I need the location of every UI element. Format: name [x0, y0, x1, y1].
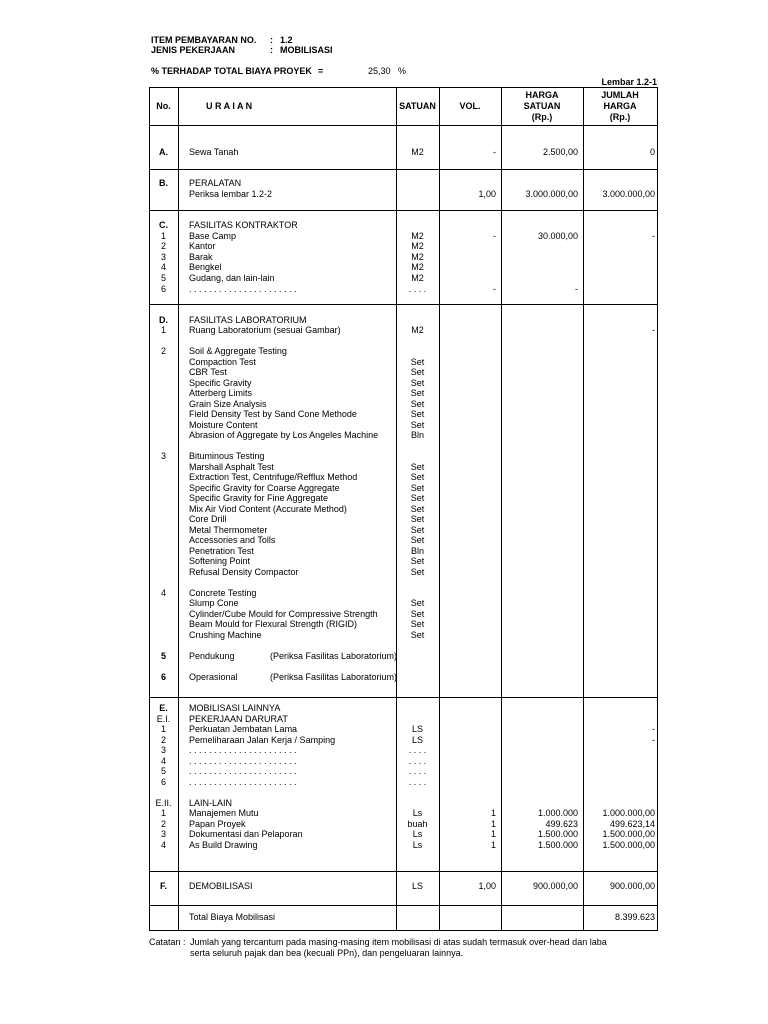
cell-no: 4 [160, 840, 166, 850]
section-divider [149, 697, 658, 698]
cell-satuan: Set [410, 388, 425, 398]
cell-uraian: Gudang, dan lain-lain [189, 273, 275, 283]
cell-note: (Periksa Fasilitas Laboratorium) [270, 651, 398, 661]
catatan-line-2: serta seluruh pajak dan bea (kecuali PPn), dan pengeluaran lainnya. [190, 948, 464, 958]
cell-uraian: Beam Mould for Flexural Strength (RIGID) [189, 619, 358, 629]
cell-uraian: Pemeliharaan Jalan Kerja / Samping [189, 735, 336, 745]
cell-satuan: LS [411, 735, 423, 745]
cell-no: D. [159, 315, 168, 325]
cell-harga: 900.000,00 [532, 881, 578, 891]
cell-no: E.II. [155, 798, 172, 808]
cell-uraian: Perkuatan Jembatan Lama [189, 724, 298, 734]
cell-no: 1 [160, 724, 166, 734]
cell-uraian: Metal Thermometer [189, 525, 268, 535]
header-harga-line2: SATUAN [523, 101, 561, 111]
cell-uraian: Abrasion of Aggregate by Los Angeles Machine [189, 430, 379, 440]
cell-uraian: Bituminous Testing [189, 451, 265, 461]
cell-jumlah: 1.500.000,00 [602, 829, 655, 839]
persen-total-separator: = [318, 66, 324, 76]
cell-uraian: Periksa lembar 1.2-2 [189, 189, 273, 199]
cell-harga: 499.623 [545, 819, 578, 829]
cell-uraian: Field Density Test by Sand Cone Methode [189, 409, 357, 419]
cell-no: 6 [160, 777, 166, 787]
catatan-line-1: Jumlah yang tercantum pada masing-masing item mobilisasi di atas sudah termasuk over-head dan laba [190, 937, 607, 947]
cell-no: 3 [160, 829, 166, 839]
header-jumlah-line2: HARGA [603, 101, 637, 111]
item-pembayaran-label: ITEM PEMBAYARAN NO. [151, 35, 257, 45]
cell-jumlah: 1.500.000,00 [602, 840, 655, 850]
cell-uraian: Accessories and Tolls [189, 535, 276, 545]
cell-satuan: Set [410, 472, 425, 482]
cell-uraian: FASILITAS LABORATORIUM [189, 315, 307, 325]
section-divider [149, 304, 658, 305]
cell-uraian: PEKERJAAN DARURAT [189, 714, 288, 724]
cell-uraian: Moisture Content [189, 420, 258, 430]
cell-jumlah: - [652, 735, 655, 745]
cell-vol: 1 [490, 840, 496, 850]
header-no: No. [156, 101, 171, 111]
cell-satuan: Set [410, 420, 425, 430]
cell-uraian: Operasional [189, 672, 238, 682]
cell-satuan: Set [410, 493, 425, 503]
item-pembayaran-value: 1.2 [280, 35, 293, 45]
cell-jumlah: - [652, 231, 655, 241]
cell-uraian: Slump Cone [189, 598, 239, 608]
cell-satuan: Set [410, 525, 425, 535]
cell-jumlah: 3.000.000,00 [602, 189, 655, 199]
cell-jumlah: 900.000,00 [609, 881, 655, 891]
cell-uraian: Crushing Machine [189, 630, 262, 640]
cell-uraian: CBR Test [189, 367, 227, 377]
cell-uraian: . . . . . . . . . . . . . . . . . . . . . . [189, 745, 297, 755]
cell-uraian: Papan Proyek [189, 819, 246, 829]
cell-no: B. [159, 178, 168, 188]
cell-satuan: M2 [411, 262, 424, 272]
cell-no: 1 [160, 325, 166, 335]
cell-no: 4 [160, 756, 166, 766]
cell-uraian: Mix Air Viod Content (Accurate Method) [189, 504, 347, 514]
cell-uraian: Base Camp [189, 231, 237, 241]
cell-harga: 1.000.000 [537, 808, 578, 818]
header-jumlah-line3: (Rp.) [609, 112, 631, 122]
cell-harga: 1.500.000 [537, 829, 578, 839]
cell-no: 6 [160, 284, 166, 294]
cell-vol: - [493, 147, 496, 157]
cell-harga: 1.500.000 [537, 840, 578, 850]
cell-satuan: Set [410, 357, 425, 367]
cell-satuan: Set [410, 535, 425, 545]
cell-satuan: Set [410, 399, 425, 409]
cell-uraian: Sewa Tanah [189, 147, 239, 157]
cell-vol: 1,00 [478, 189, 496, 199]
cell-vol: 1,00 [478, 881, 496, 891]
header-satuan: SATUAN [399, 101, 436, 111]
cell-uraian: Soil & Aggregate Testing [189, 346, 287, 356]
cell-vol: - [493, 231, 496, 241]
cell-no: 5 [160, 273, 166, 283]
cell-no: 5 [160, 651, 166, 661]
cell-no: 4 [160, 588, 166, 598]
cell-uraian: Penetration Test [189, 546, 254, 556]
cell-satuan: LS [411, 881, 423, 891]
cell-satuan: . . . . [408, 745, 427, 755]
persen-total-value: 25,30 [368, 66, 391, 76]
cell-uraian: Specific Gravity for Coarse Aggregate [189, 483, 340, 493]
cell-satuan: . . . . [408, 766, 427, 776]
cell-satuan: Set [410, 598, 425, 608]
table-right-border [657, 87, 658, 931]
cell-satuan: Set [410, 367, 425, 377]
cell-uraian: LAIN-LAIN [189, 798, 233, 808]
cell-jumlah: 499.623,14 [609, 819, 655, 829]
cell-uraian: MOBILISASI LAINNYA [189, 703, 281, 713]
cell-uraian: Marshall Asphalt Test [189, 462, 274, 472]
jenis-pekerjaan-label: JENIS PEKERJAAN [151, 45, 236, 55]
cell-satuan: Bln [410, 546, 424, 556]
persen-total-unit: % [398, 66, 407, 76]
cell-satuan: Set [410, 378, 425, 388]
cell-satuan: Set [410, 462, 425, 472]
cell-satuan: Set [410, 567, 425, 577]
section-divider [149, 210, 658, 211]
table-top-border [149, 87, 658, 88]
cell-no: 2 [160, 735, 166, 745]
cell-vol: 1 [490, 808, 496, 818]
cell-no: 1 [160, 808, 166, 818]
cell-satuan: LS [411, 724, 423, 734]
section-divider [149, 905, 658, 906]
cell-no: C. [159, 220, 168, 230]
cell-no: 3 [160, 252, 166, 262]
cell-uraian: Refusal Density Compactor [189, 567, 299, 577]
col-divider-vol [501, 87, 502, 931]
cell-uraian: Compaction Test [189, 357, 256, 367]
cell-uraian: Concrete Testing [189, 588, 257, 598]
cell-satuan: . . . . [408, 777, 427, 787]
cell-harga: 3.000.000,00 [525, 189, 578, 199]
header-vol: VOL. [459, 101, 481, 111]
persen-total-label: % TERHADAP TOTAL BIAYA PROYEK [151, 66, 312, 76]
cell-jumlah: - [652, 325, 655, 335]
section-divider [149, 169, 658, 170]
cell-no: F. [159, 881, 167, 891]
cell-uraian: Total Biaya Mobilisasi [189, 912, 276, 922]
cell-satuan: Ls [412, 808, 423, 818]
header-jumlah-line1: JUMLAH [601, 90, 639, 100]
cell-satuan: Set [410, 609, 425, 619]
cell-note: (Periksa Fasilitas Laboratorium) [270, 672, 398, 682]
cell-satuan: . . . . [408, 756, 427, 766]
cell-uraian: FASILITAS KONTRAKTOR [189, 220, 298, 230]
cell-uraian: Grain Size Analysis [189, 399, 267, 409]
cell-uraian: Ruang Laboratorium (sesuai Gambar) [189, 325, 341, 335]
cell-uraian: Cylinder/Cube Mould for Compressive Strength [189, 609, 378, 619]
cell-satuan: Set [410, 619, 425, 629]
cell-uraian: Manajemen Mutu [189, 808, 259, 818]
cell-uraian: . . . . . . . . . . . . . . . . . . . . . . [189, 284, 297, 294]
table-bottom-border [149, 930, 658, 931]
cell-uraian: Barak [189, 252, 213, 262]
cell-no: 2 [160, 819, 166, 829]
cell-harga: - [575, 284, 578, 294]
cell-uraian: . . . . . . . . . . . . . . . . . . . . . . [189, 766, 297, 776]
cell-no: 2 [160, 241, 166, 251]
cell-uraian: Specific Gravity [189, 378, 252, 388]
item-pembayaran-separator: : [270, 35, 273, 45]
cell-uraian: Bengkel [189, 262, 222, 272]
cell-no: A. [159, 147, 168, 157]
cell-no: E. [159, 703, 168, 713]
cell-uraian: PERALATAN [189, 178, 242, 188]
cell-no: 5 [160, 766, 166, 776]
col-divider-harga [583, 87, 584, 931]
header-uraian: U R A I A N [206, 101, 253, 111]
cell-uraian: DEMOBILISASI [189, 881, 253, 891]
cell-no: 6 [160, 672, 166, 682]
cell-satuan: M2 [411, 241, 424, 251]
cell-uraian: . . . . . . . . . . . . . . . . . . . . . . [189, 756, 297, 766]
cell-satuan: Set [410, 409, 425, 419]
cell-satuan: M2 [411, 231, 424, 241]
cell-satuan: M2 [411, 252, 424, 262]
cell-no: 1 [160, 231, 166, 241]
cell-satuan: Set [410, 504, 425, 514]
cell-satuan: Ls [412, 840, 423, 850]
cell-satuan: Set [410, 514, 425, 524]
cell-satuan: Set [410, 630, 425, 640]
cell-uraian: As Build Drawing [189, 840, 258, 850]
cell-no: 2 [160, 346, 166, 356]
cell-no: 3 [160, 745, 166, 755]
jenis-pekerjaan-value: MOBILISASI [280, 45, 333, 55]
cell-satuan: . . . . [408, 284, 427, 294]
lembar-label: Lembar 1.2-1 [601, 77, 657, 87]
cell-no: E.I. [156, 714, 171, 724]
cell-jumlah: 1.000.000,00 [602, 808, 655, 818]
cell-vol: 1 [490, 829, 496, 839]
cell-vol: 1 [490, 819, 496, 829]
col-divider-no [178, 87, 179, 931]
header-harga-line1: HARGA [525, 90, 559, 100]
cell-satuan: buah [407, 819, 428, 829]
section-divider [149, 871, 658, 872]
cell-uraian: Dokumentasi dan Pelaporan [189, 829, 303, 839]
cell-satuan: Ls [412, 829, 423, 839]
cell-satuan: Bln [410, 430, 424, 440]
cell-uraian: Atterberg Limits [189, 388, 253, 398]
cell-jumlah: - [652, 724, 655, 734]
cell-uraian: Pendukung [189, 651, 235, 661]
cell-no: 3 [160, 451, 166, 461]
cell-satuan: M2 [411, 273, 424, 283]
cell-satuan: M2 [411, 147, 424, 157]
cell-uraian: Softening Point [189, 556, 251, 566]
table-header-border [149, 125, 658, 126]
cell-uraian: Extraction Test, Centrifuge/Refflux Method [189, 472, 358, 482]
catatan-label: Catatan : [149, 937, 186, 947]
cell-satuan: Set [410, 556, 425, 566]
cell-no: 4 [160, 262, 166, 272]
cell-uraian: . . . . . . . . . . . . . . . . . . . . . . [189, 777, 297, 787]
cell-harga: 2.500,00 [542, 147, 578, 157]
cell-jumlah: 0 [649, 147, 655, 157]
cell-uraian: Kantor [189, 241, 216, 251]
col-divider-satuan [439, 87, 440, 931]
jenis-pekerjaan-separator: : [270, 45, 273, 55]
cell-jumlah: 8.399.623 [614, 912, 655, 922]
cell-harga: 30.000,00 [537, 231, 578, 241]
cell-satuan: Set [410, 483, 425, 493]
cell-satuan: M2 [411, 325, 424, 335]
cell-vol: - [493, 284, 496, 294]
cell-uraian: Specific Gravity for Fine Aggregate [189, 493, 329, 503]
cell-uraian: Core Drill [189, 514, 227, 524]
header-harga-line3: (Rp.) [531, 112, 553, 122]
